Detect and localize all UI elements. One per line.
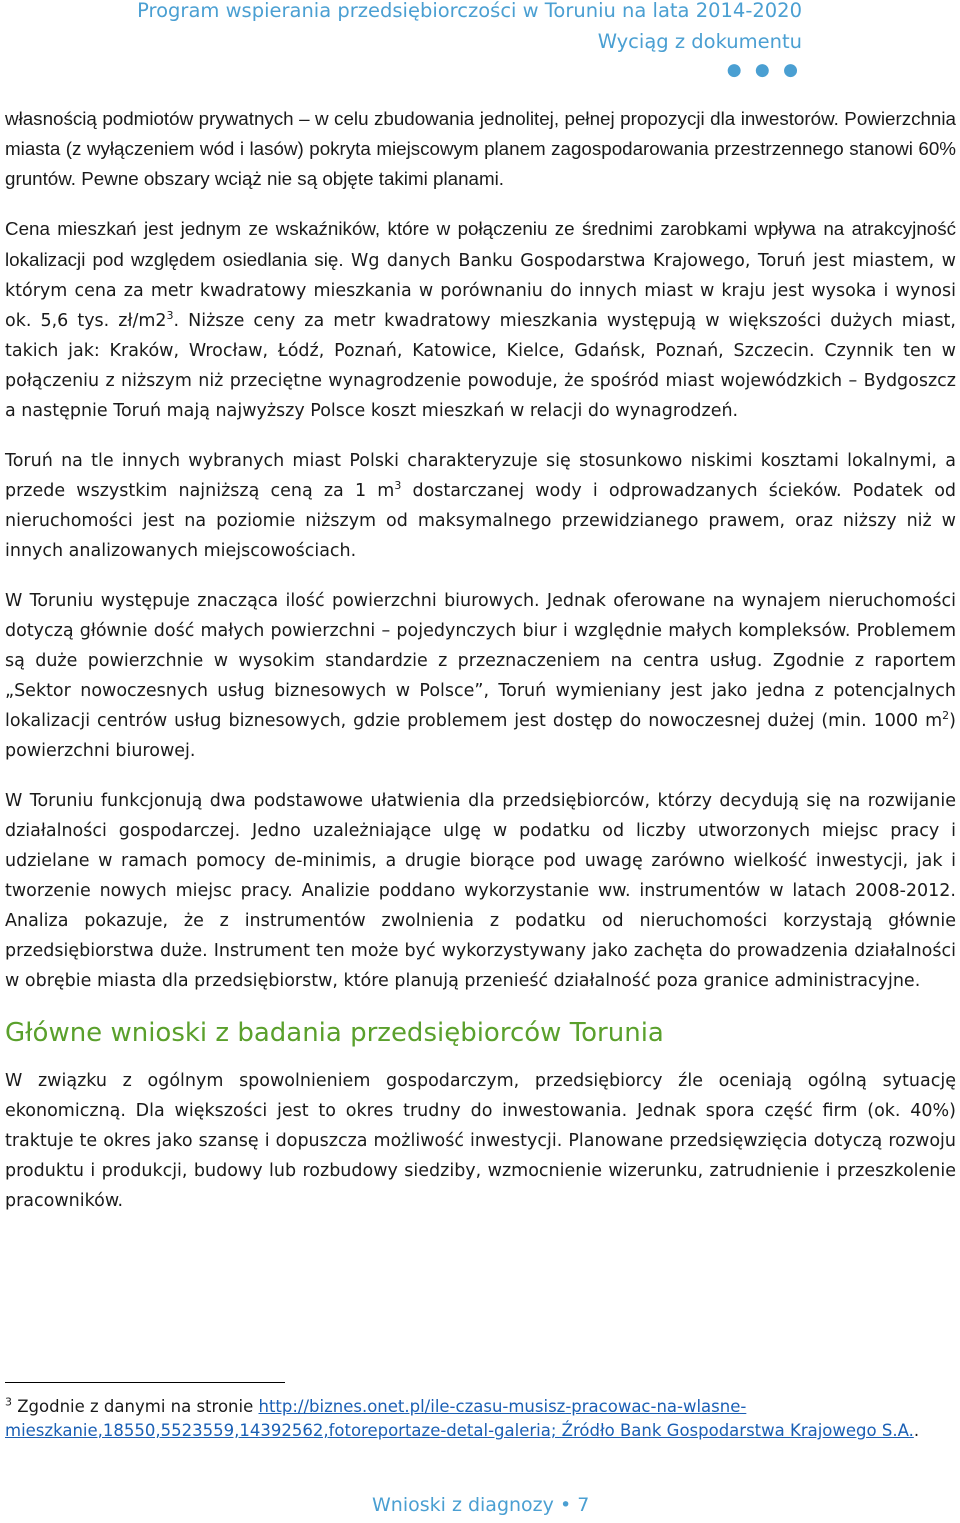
paragraph-1: własnością podmiotów prywatnych – w celu zbudowania jednolitej, pełnej propozycji dla inwestorów. Powierzchnia miasta (z wyłączeniem wód i lasów) pokryta miejscowym planem zagospodarowania przestrzennego stanowi 60% gruntów. Pewne obszary wciąż nie są objęte takimi planami. [5, 108, 956, 189]
paragraph-3-part-a: Toruń na tle innych wybranych miast Polski charakteryzuje się stosunkowo niskimi kosztami lokalnymi, a przede wszystkim najniższą ceną za 1 m [5, 451, 956, 501]
footnote-ref-3: 3 [166, 309, 174, 323]
footnote-link[interactable]: http://biznes.onet.pl/ile-czasu-musisz-pracowac-na-wlasne-mieszkanie,18550,5523559,14392562,fotoreportaze-detal-galeria; Źródło Bank Gospodarstwa Krajowego S.A. [5, 1397, 914, 1440]
footnote [5, 1395, 957, 1443]
page-footer [372, 1494, 589, 1516]
header-subtitle: Wyciąg z dokumentu [597, 30, 802, 53]
paragraph-2-part-b: Wg danych Banku Gospodarstwa Krajowego, Toruń jest miastem, w którym cena za metr kwadratowy mieszkania w porównaniu do innych miast w kraju jest wysoka i wynosi ok. 5,6 tys. zł/m2 [5, 251, 956, 331]
paragraph-4-part-b: ) powierzchni biurowej. [5, 711, 956, 761]
footer-label: Wnioski z diagnozy [372, 1494, 554, 1516]
document-header [137, 0, 802, 80]
paragraph-2 [5, 214, 956, 426]
paragraph-6: W związku z ogólnym spowolnieniem gospodarczym, przedsiębiorcy źle oceniają ogólną sytuację ekonomiczną. Dla większości jest to okres trudny do inwestowania. Jednak spora część firm (ok. 40%) traktuje te okres jako szansę i dopuszcza możliwość inwestycji. Planowane przedsięwzięcia dotyczą rozwoju produktu i produkcji, budowy lub rozbudowy siedziby, wzmocnienie wizerunku, zatrudnienie i przeszkolenie pracowników. [5, 1071, 956, 1211]
paragraph-3-part-b: dostarczanej wody i odprowadzanych ścieków. Podatek od nieruchomości jest na poziomie niższym od maksymalnego przewidzianego prawem, oraz niższy niż w innych analizowanych miejscowościach. [5, 481, 957, 561]
section-heading: Główne wnioski z badania przedsiębiorców Torunia [5, 1018, 664, 1048]
footnote-text: Zgodnie z danymi na stronie [12, 1397, 259, 1416]
footer-bullet: • [559, 1494, 572, 1516]
page-number: 7 [577, 1494, 590, 1516]
footnote-separator [5, 1382, 285, 1383]
paragraph-3 [5, 446, 956, 566]
paragraph-4 [5, 586, 956, 766]
superscript-2: 2 [942, 709, 950, 723]
paragraph-2-part-a: Cena mieszkań jest jednym ze wskaźników, które w połączeniu ze średnimi zarobkami wpływa na atrakcyjność lokalizacji pod względem osiedlania się. [5, 218, 956, 270]
paragraph-4-part-a: W Toruniu występuje znacząca ilość powierzchni biurowych. Jednak oferowane na wynajem nieruchomości dotyczą głównie dość małych powierzchni – pojedynczych biur i względnie małych kompleksów. Problemem są duże powierzchnie w wysokim standardzie z przeznaczeniem na centra usług. Zgodnie z raportem „Sektor nowoczesnych usług biznesowych w Polsce”, Toruń wymieniany jest jako jedna z potencjalnych lokalizacji centrów usług biznesowych, gdzie problemem jest dostęp do nowoczesnej dużej (min. 1000 m [5, 591, 956, 731]
paragraph-2-part-c: . Niższe ceny za metr kwadratowy mieszkania występują w większości dużych miast, takich jak: Kraków, Wrocław, Łódź, Poznań, Katowice, Kielce, Gdańsk, Poznań, Szczecin. Czynnik ten w połączeniu z niższym niż przeciętne wynagrodzenie powoduje, że spośród miast wojewódzkich – Bydgoszcz a następnie Toruń mają najwyższy Polsce koszt mieszkań w relacji do wynagrodzeń. [5, 311, 956, 421]
footnote-number: 3 [5, 1395, 12, 1409]
header-title: Program wspierania przedsiębiorczości w Toruniu na lata 2014-2020 [137, 0, 802, 22]
paragraph-5: W Toruniu funkcjonują dwa podstawowe ułatwienia dla przedsiębiorców, którzy decydują się na rozwijanie działalności gospodarczej. Jedno uzależniające ulgę w podatku od liczby utworzonych miejsc pracy i udzielane w ramach pomocy de-minimis, a drugie biorące pod uwagę zarówno wielkość inwestycji, jak i tworzenie nowych miejsc pracy. Analizie poddano wykorzystanie ww. instrumentów w latach 2008-2012. Analiza pokazuje, że z instrumentów zwolnienia z podatku od nieruchomości korzystają głównie przedsiębiorstwa duże. Instrument ten może być wykorzystywany jako zachęta do prowadzenia działalności w obrębie miasta dla przedsiębiorstw, które planują przenieść działalność poza granice administracyjne. [5, 791, 956, 991]
footnote-end: . [913, 1421, 920, 1440]
document-body [5, 104, 956, 1236]
header-dots-ornament: ● ● ● [726, 60, 802, 80]
superscript-3: 3 [394, 479, 402, 493]
